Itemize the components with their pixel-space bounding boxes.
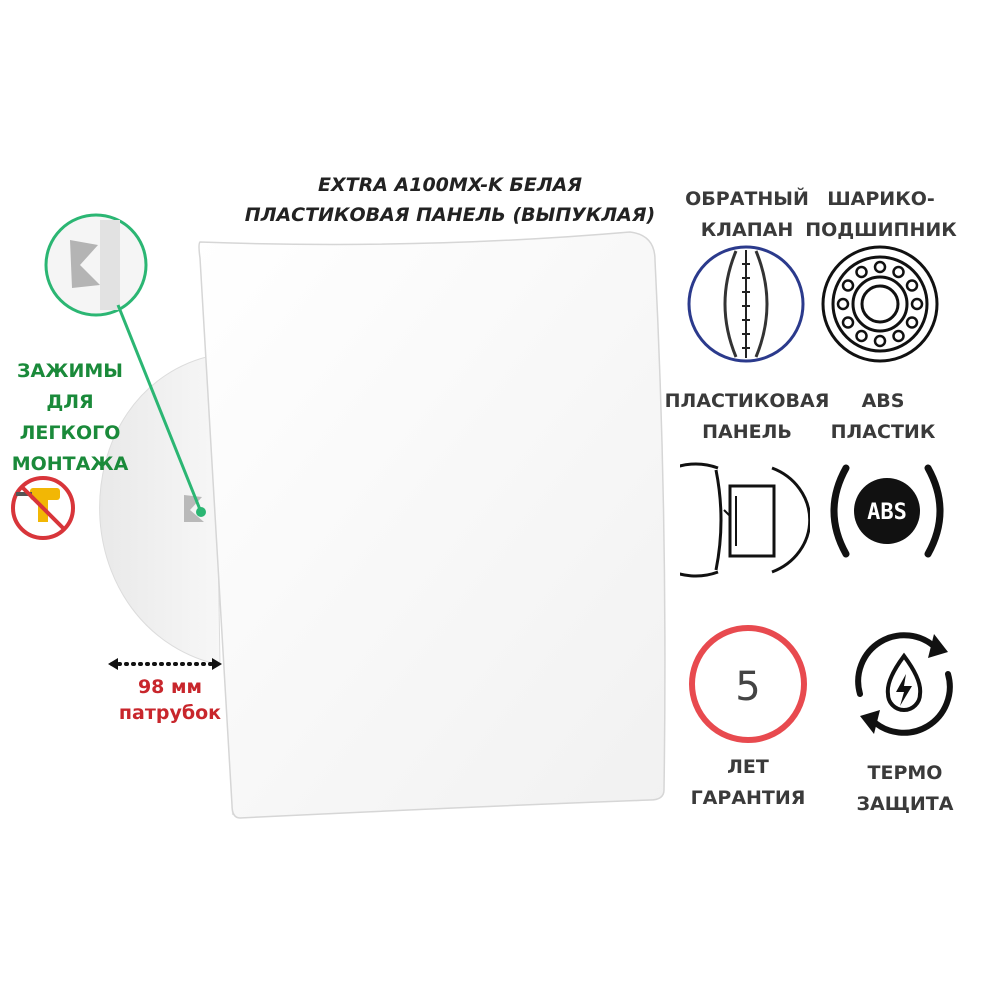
feature-label-line1: ABS [861, 390, 905, 412]
product-title-line2: ПЛАСТИКОВАЯ ПАНЕЛЬ (ВЫПУКЛАЯ) [244, 204, 656, 226]
product-title-line1: EXTRA A100MX-K БЕЛАЯ [317, 174, 582, 196]
check-valve-icon [684, 242, 808, 366]
abs-icon [822, 456, 952, 566]
product-title [240, 170, 660, 230]
clamps-label [0, 356, 140, 480]
thermo-protection-icon [838, 618, 970, 750]
pipe-label [100, 674, 240, 726]
clamp-zoom-circle [46, 215, 146, 315]
feature-label-line2: ПЛАСТИК [830, 421, 936, 443]
plastic-panel-icon [680, 460, 810, 580]
feature-abs-label [810, 386, 956, 448]
feature-label-line1: ЛЕТ [727, 756, 769, 778]
feature-warranty-label [660, 752, 836, 814]
clamps-label-line: ДЛЯ [46, 391, 94, 413]
feature-label-line2: ЗАЩИТА [856, 793, 954, 815]
abs-badge-text: ABS [867, 500, 907, 525]
feature-label-line1: ОБРАТНЫЙ [685, 188, 809, 210]
clamps-label-line: ЛЕГКОГО [19, 422, 121, 444]
feature-label-line2: ПОДШИПНИК [805, 219, 957, 241]
feature-label-line2: ГАРАНТИЯ [690, 787, 806, 809]
pipe-size: 98 мм [137, 676, 203, 698]
feature-label-line1: ШАРИКО- [827, 188, 935, 210]
warranty-number: 5 [735, 664, 761, 710]
feature-label-line2: ПАНЕЛЬ [702, 421, 792, 443]
feature-thermo-label [830, 758, 980, 820]
feature-label-line2: КЛАПАН [700, 219, 794, 241]
clamps-label-line: МОНТАЖА [11, 453, 129, 475]
pipe-caption: патрубок [118, 702, 222, 724]
feature-label-line1: ТЕРМО [867, 762, 943, 784]
ball-bearing-icon [818, 242, 942, 366]
front-panel [199, 232, 665, 818]
no-drill-icon [13, 478, 73, 538]
feature-ball-bearing-label [798, 184, 964, 246]
feature-label-line1: ПЛАСТИКОВАЯ [664, 390, 830, 412]
clamps-label-line: ЗАЖИМЫ [17, 360, 123, 382]
